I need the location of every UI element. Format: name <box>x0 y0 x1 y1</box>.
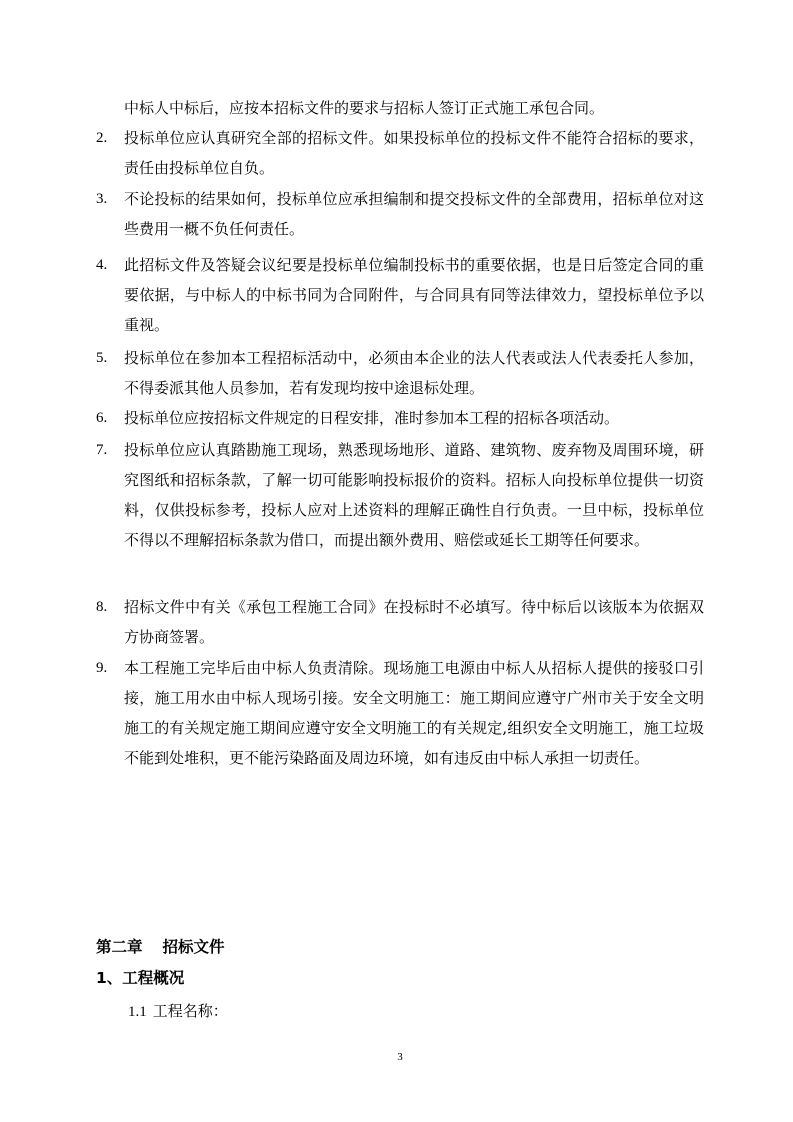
list-item-text: 投标单位应按招标文件规定的日程安排，准时参加本工程的招标各项活动。 <box>124 409 620 427</box>
list-item-text: 不论投标的结果如何，投标单位应承担编制和提交投标文件的全部费用，招标单位对这些费用一概不负任何责任。 <box>124 190 704 238</box>
list-item-text: 本工程施工完毕后由中标人负责清除。现场施工电源由中标人从招标人提供的接驳口引接，施工用水由中标人现场引接。安全文明施工：施工期间应遵守广州市关于安全文明施工的有关规定施工期间应遵守安全文明施工的有关规定,组织安全文明施工，施工垃圾不能到处堆积，更不能污染路面及周边环境，如有违反由中标人承担一切责任。 <box>124 659 704 767</box>
list-item-number: 6. <box>96 410 108 426</box>
chapter-label: 第二章 <box>96 938 143 956</box>
list-item-number: 9. <box>96 660 108 676</box>
list-item-text: 招标文件中有关《承包工程施工合同》在投标时不必填写。待中标后以该版本为依据双方协商签署。 <box>124 598 704 646</box>
list-item-text: 投标单位在参加本工程招标活动中，必须由本企业的法人代表或法人代表委托人参加，不得委派其他人员参加，若有发现均按中途退标处理。 <box>124 349 704 397</box>
chapter-heading <box>96 933 225 961</box>
list-item-number: 7. <box>96 442 108 458</box>
list-item-number: 5. <box>96 350 108 366</box>
chapter-title: 招标文件 <box>162 938 225 956</box>
subsection-title: 工程名称： <box>152 1002 228 1020</box>
list-item-text: 此招标文件及答疑会议纪要是投标单位编制投标书的重要依据，也是日后签定合同的重要依据，与中标人的中标书同为合同附件，与合同具有同等法律效力，望投标单位予以重视。 <box>124 256 704 334</box>
list-item-number: 2. <box>96 130 108 146</box>
list-item-text: 投标单位应认真踏勘施工现场，熟悉现场地形、道路、建筑物、废弃物及周围环境，研究图纸和招标条款，了解一切可能影响投标报价的资料。招标人向投标单位提供一切资料，仅供投标参考，投标人应对上述资料的理解正确性自行负责。一旦中标，投标单位不得以不理解招标条款为借口，而提出额外费用、赔偿或延长工期等任何要求。 <box>124 441 704 549</box>
page-number: 3 <box>397 1051 403 1063</box>
list-item-number: 4. <box>96 257 108 273</box>
subsection-number: 1.1 <box>128 1004 147 1020</box>
list-item-number: 8. <box>96 599 108 615</box>
section-heading: 1、工程概况 <box>96 969 185 987</box>
subsection-heading <box>128 997 228 1026</box>
list-item-text: 投标单位应认真研究全部的招标文件。如果投标单位的投标文件不能符合招标的要求，责任由投标单位自负。 <box>124 129 704 177</box>
list-item-number: 3. <box>96 191 108 207</box>
continuation-paragraph: 中标人中标后，应按本招标文件的要求与招标人签订正式施工承包合同。 <box>124 99 605 117</box>
